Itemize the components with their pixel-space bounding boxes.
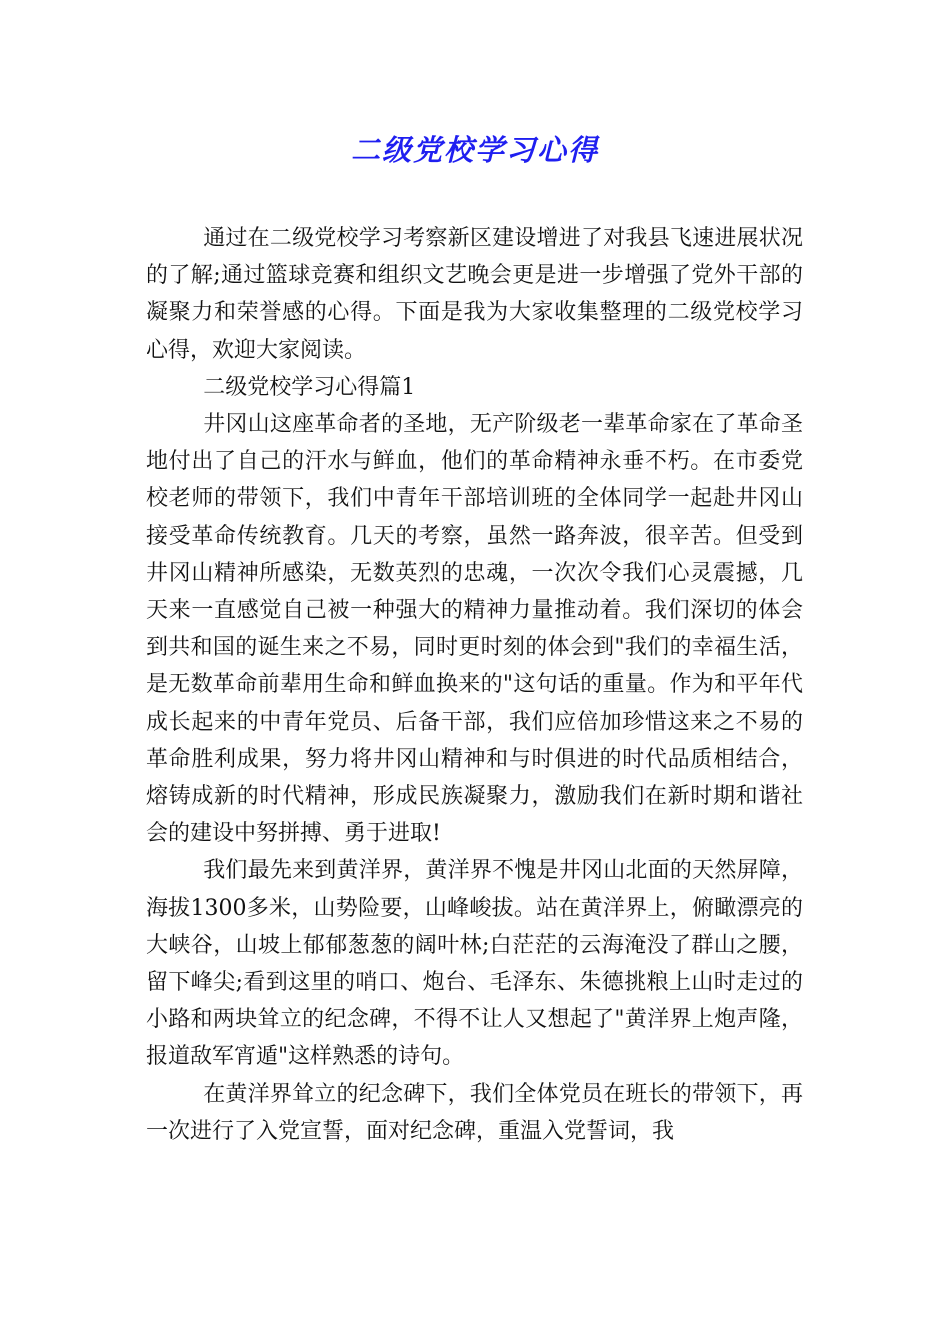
paragraph-oath: 在黄洋界耸立的纪念碑下，我们全体党员在班长的带领下，再一次进行了入党宣誓，面对纪念碑，重温入党誓词，我: [146, 1081, 803, 1144]
document-body: [146, 220, 803, 1150]
section-heading: 二级党校学习心得篇1: [203, 374, 416, 400]
paragraph-jinggangshan: 井冈山这座革命者的圣地，无产阶级老一辈革命家在了革命圣地付出了自己的汗水与鲜血，他们的革命精神永垂不朽。在市委党校老师的带领下，我们中青年干部培训班的全体同学一起赴井冈山接受革命传统教育。几天的考察，虽然一路奔波，很辛苦。但受到井冈山精神所感染，无数英烈的忠魂，一次次令我们心灵震撼，几天来一直感觉自己被一种强大的精神力量推动着。我们深切的体会到共和国的诞生来之不易，同时更时刻的体会到"我们的幸福生活，是无数革命前辈用生命和鲜血换来的"这句话的重量。作为和平年代成长起来的中青年党员、后备干部，我们应倍加珍惜这来之不易的革命胜利成果，努力将井冈山精神和与时俱进的时代品质相结合，熔铸成新的时代精神，形成民族凝聚力，激励我们在新时期和谐社会的建设中努拼搏、勇于进取!: [146, 412, 803, 847]
document-title: 二级党校学习心得: [350, 133, 599, 167]
paragraph-intro: 通过在二级党校学习考察新区建设增进了对我县飞速进展状况的了解;通过篮球竞赛和组织文艺晚会更是进一步增强了党外干部的凝聚力和荣誉感的心得。下面是我为大家收集整理的二级党校学习心得，欢迎大家阅读。: [146, 226, 803, 363]
paragraph-huangyangjie: 我们最先来到黄洋界，黄洋界不愧是井冈山北面的天然屏障，海拔1300多米，山势险要，山峰峻拔。站在黄洋界上，俯瞰漂亮的大峡谷，山坡上郁郁葱葱的阔叶林;白茫茫的云海淹没了群山之腰，留下峰尖;看到这里的哨口、炮台、毛泽东、朱德挑粮上山时走过的小路和两块耸立的纪念碑，不得不让人又想起了"黄洋界上炮声隆，报道敌军宵遁"这样熟悉的诗句。: [146, 858, 803, 1070]
